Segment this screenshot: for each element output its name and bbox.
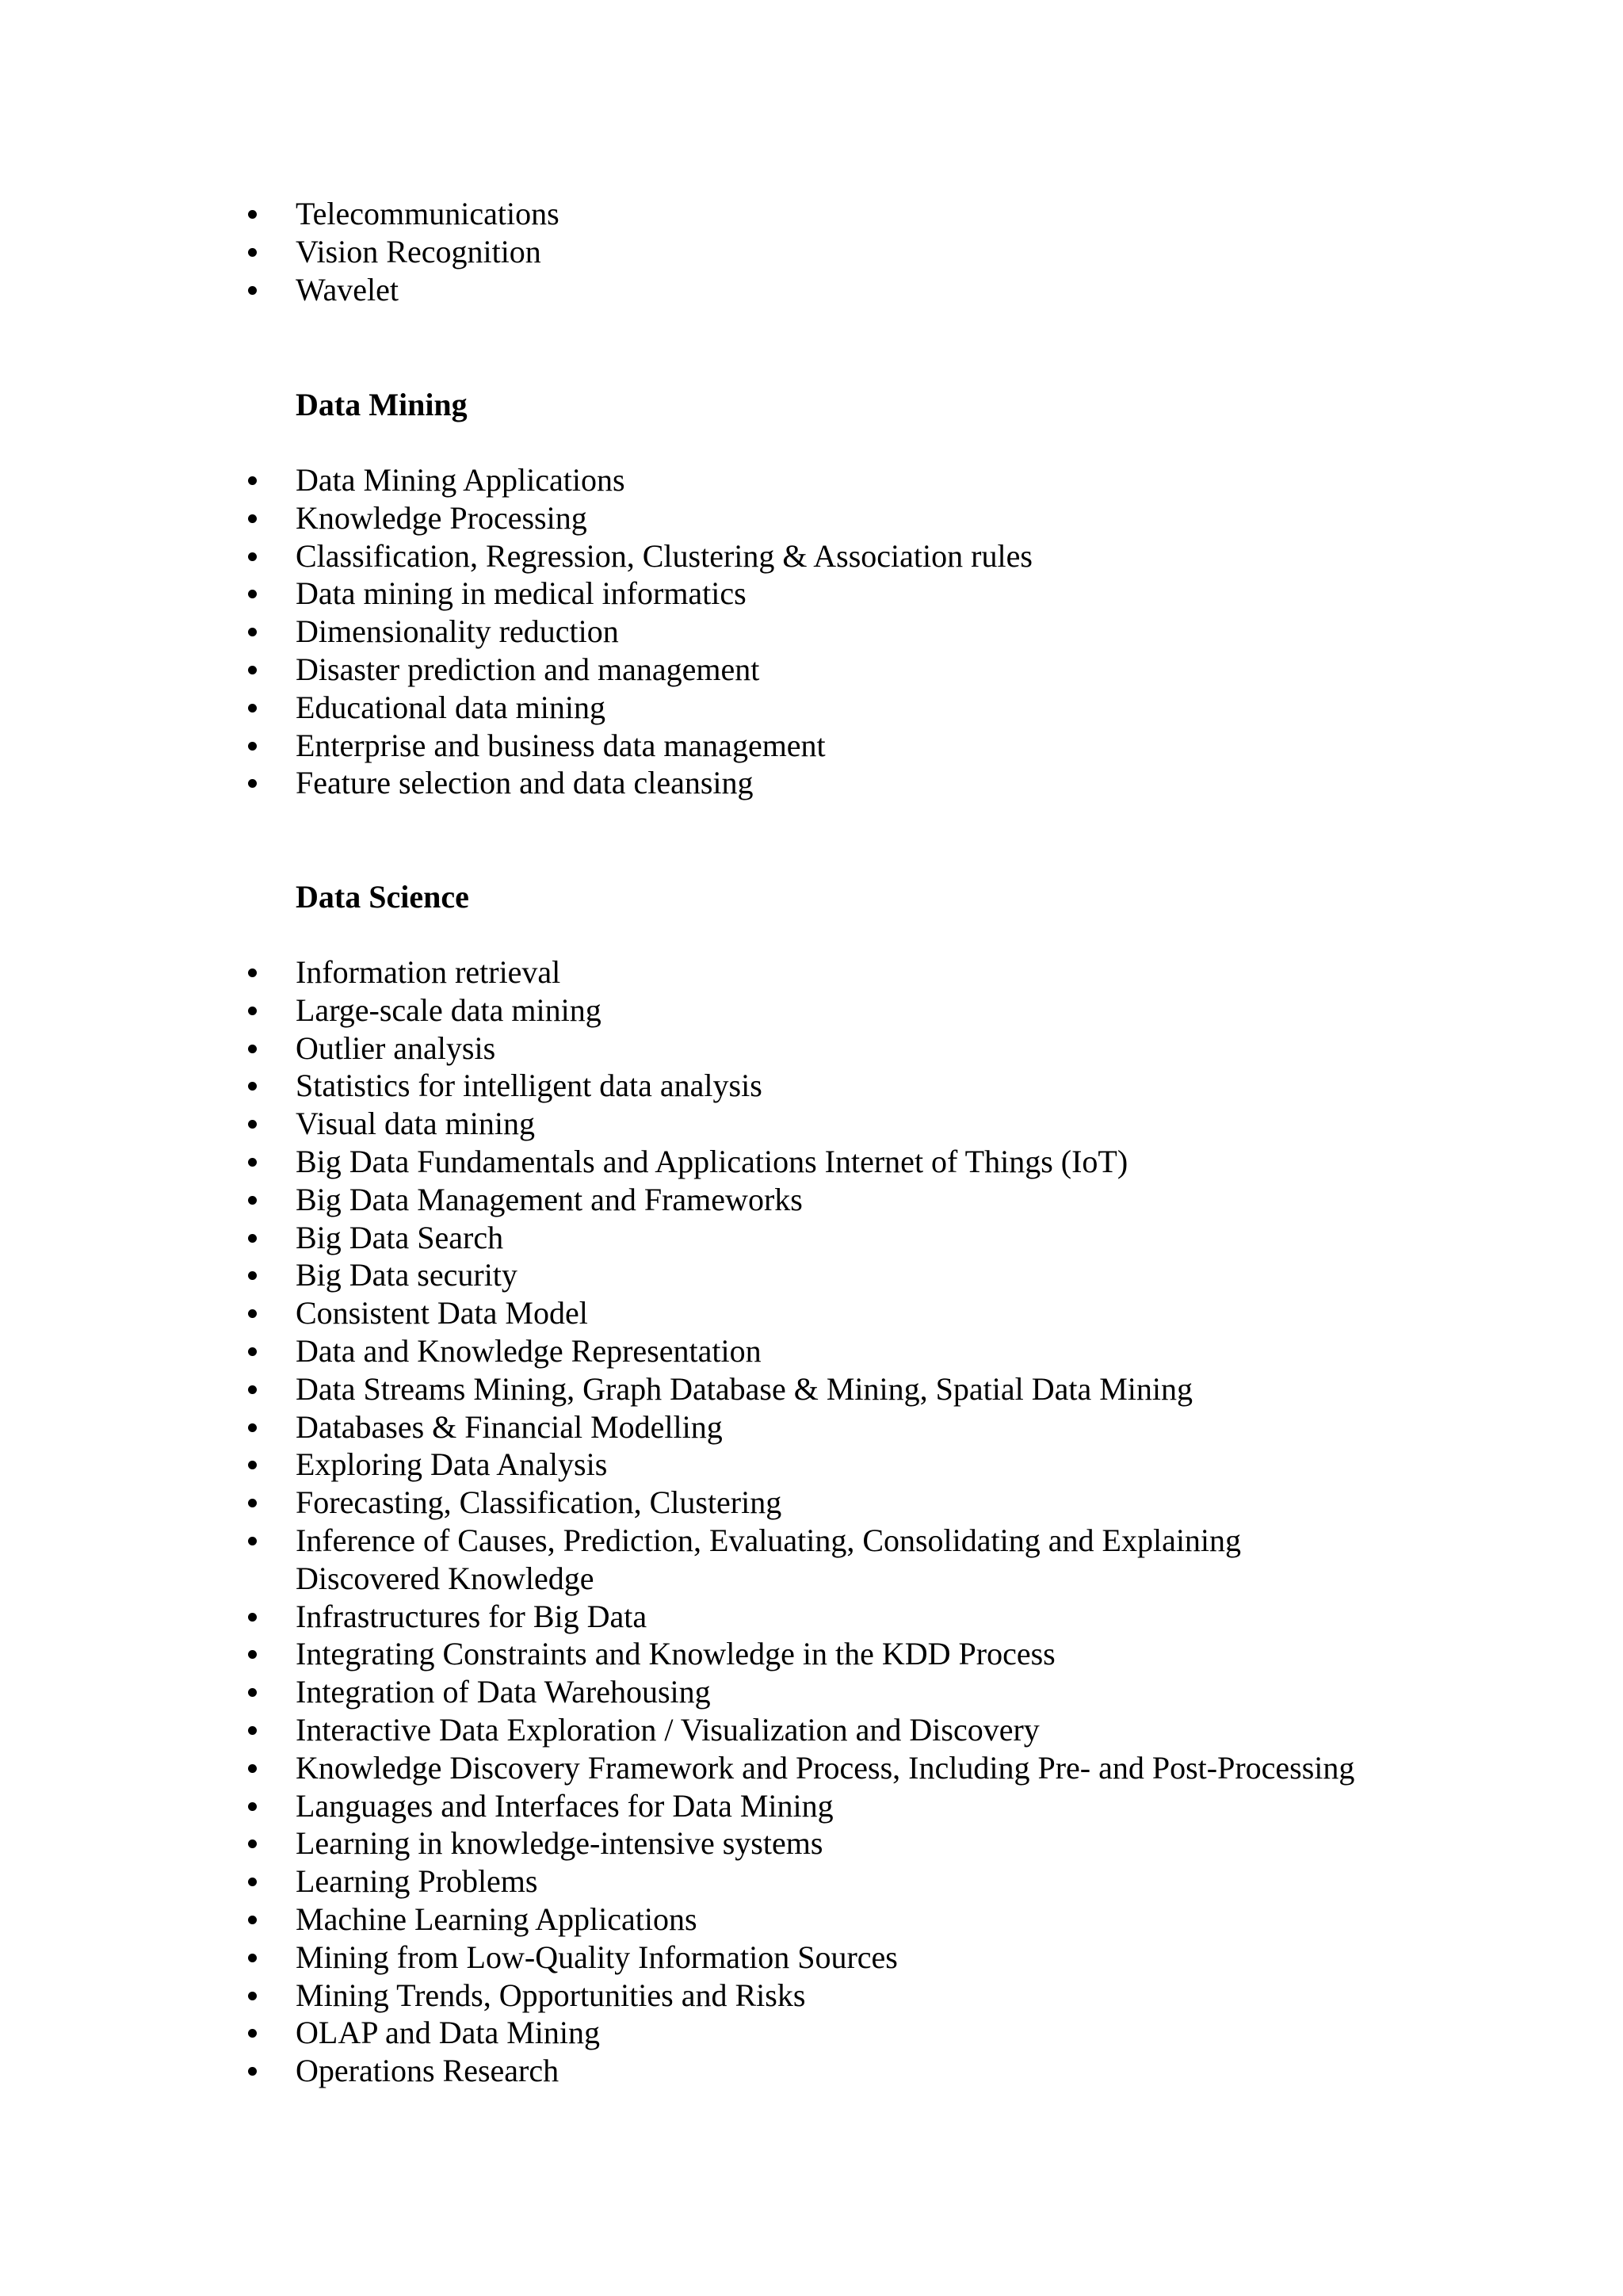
bullet-icon xyxy=(248,1196,257,1205)
list-item xyxy=(0,1939,1354,1977)
list-item-text: Enterprise and business data management xyxy=(296,727,826,763)
bullet-icon xyxy=(248,1726,257,1735)
list-item-text: Data Mining Applications xyxy=(296,462,625,498)
list-item xyxy=(0,1711,1354,1749)
list-item xyxy=(0,195,559,233)
bullet-icon xyxy=(248,1688,257,1697)
list-item xyxy=(0,271,559,309)
list-item xyxy=(0,1219,1354,1257)
bullet-icon xyxy=(248,1120,257,1129)
list-item xyxy=(0,1901,1354,1939)
bullet-icon xyxy=(248,514,257,523)
list-item xyxy=(0,2052,1354,2090)
list-item xyxy=(0,1977,1354,2015)
bullet-icon xyxy=(248,1461,257,1469)
bullet-icon xyxy=(248,1423,257,1432)
bullet-icon xyxy=(248,628,257,636)
list-item-text: Disaster prediction and management xyxy=(296,651,760,687)
list-item-text: Integrating Constraints and Knowledge in the KDD Process xyxy=(296,1636,1056,1672)
bullet-icon xyxy=(248,1764,257,1773)
bullet-icon xyxy=(248,248,257,257)
list-item xyxy=(0,1105,1354,1143)
list-item xyxy=(0,1030,1354,1068)
list-item-text: Dimensionality reduction xyxy=(296,613,619,650)
list-item xyxy=(0,1143,1354,1181)
list-item-text: Big Data Fundamentals and Applications Internet of Things (IoT) xyxy=(296,1143,1128,1179)
list-item-text: Operations Research xyxy=(296,2053,559,2089)
section-heading-data-science: Data Science xyxy=(296,879,469,915)
list-item-text: Large-scale data mining xyxy=(296,991,601,1028)
list-item xyxy=(0,1408,1354,1446)
bullet-icon xyxy=(248,742,257,751)
list-item-text: Information retrieval xyxy=(296,954,561,990)
bullet-icon xyxy=(248,1309,257,1318)
data-mining-topic-list xyxy=(0,461,1033,802)
bullet-icon xyxy=(248,1537,257,1545)
section-heading-data-mining: Data Mining xyxy=(296,387,468,422)
list-item-text: Languages and Interfaces for Data Mining xyxy=(296,1787,834,1824)
bullet-icon xyxy=(248,2029,257,2038)
list-item-text: Classification, Regression, Clustering & Association rules xyxy=(296,537,1033,574)
bullet-icon xyxy=(248,779,257,788)
bullet-icon xyxy=(248,1082,257,1091)
bullet-icon xyxy=(248,1045,257,1053)
list-item xyxy=(0,499,1033,537)
list-item xyxy=(0,1749,1354,1787)
bullet-icon xyxy=(248,476,257,485)
bullet-icon xyxy=(248,590,257,598)
list-item-text: Visual data mining xyxy=(296,1106,535,1142)
bullet-icon xyxy=(248,552,257,561)
list-item-text: Big Data Search xyxy=(296,1219,504,1255)
list-item xyxy=(0,1824,1354,1862)
bullet-icon xyxy=(248,2067,257,2076)
bullet-icon xyxy=(248,1992,257,2000)
list-item-text: Feature selection and data cleansing xyxy=(296,765,754,801)
bullet-icon xyxy=(248,1499,257,1507)
list-item xyxy=(0,991,1354,1030)
bullet-icon xyxy=(248,704,257,712)
bullet-icon xyxy=(248,968,257,977)
list-item xyxy=(0,1294,1354,1332)
list-item xyxy=(0,689,1033,727)
list-item xyxy=(0,1787,1354,1825)
list-item-text: Databases & Financial Modelling xyxy=(296,1408,723,1445)
list-item-text: Exploring Data Analysis xyxy=(296,1446,608,1483)
bullet-icon xyxy=(248,1802,257,1811)
list-item xyxy=(0,1522,1326,1598)
list-item xyxy=(0,575,1033,613)
bullet-icon xyxy=(248,210,257,219)
bullet-icon xyxy=(248,1916,257,1924)
list-item xyxy=(0,764,1033,802)
bullet-icon xyxy=(248,1271,257,1280)
list-item-text: Learning in knowledge-intensive systems xyxy=(296,1825,823,1862)
list-item xyxy=(0,651,1033,689)
bullet-icon xyxy=(248,1613,257,1622)
list-item-text: Interactive Data Exploration / Visualization and Discovery xyxy=(296,1711,1040,1748)
list-item xyxy=(0,613,1033,651)
list-item xyxy=(0,2014,1354,2052)
list-item-text: Learning Problems xyxy=(296,1863,538,1900)
list-item xyxy=(0,461,1033,499)
bullet-icon xyxy=(248,666,257,674)
list-item-text: Big Data security xyxy=(296,1257,517,1293)
list-item-text: Forecasting, Classification, Clustering xyxy=(296,1484,782,1521)
list-item-text: Big Data Management and Frameworks xyxy=(296,1181,803,1217)
list-item xyxy=(0,1862,1354,1901)
list-item-text: Educational data mining xyxy=(296,689,605,725)
list-item-text: Knowledge Processing xyxy=(296,499,587,536)
list-item xyxy=(0,1446,1354,1484)
bullet-icon xyxy=(248,1954,257,1962)
list-item xyxy=(0,1332,1354,1370)
list-item-text: Telecommunications xyxy=(296,196,559,231)
data-science-topic-list xyxy=(0,953,1354,2090)
bullet-icon xyxy=(248,286,257,295)
list-item-text: OLAP and Data Mining xyxy=(296,2015,601,2051)
list-item xyxy=(0,1635,1354,1673)
intro-topic-list xyxy=(0,195,559,308)
list-item-text: Inference of Causes, Prediction, Evaluating, Consolidating and Explaining Discovered Knowledge xyxy=(296,1522,1242,1596)
list-item-text: Integration of Data Warehousing xyxy=(296,1674,711,1710)
list-item xyxy=(0,1598,1354,1636)
bullet-icon xyxy=(248,1839,257,1848)
bullet-icon xyxy=(248,1650,257,1659)
list-item-text: Consistent Data Model xyxy=(296,1295,588,1331)
list-item xyxy=(0,1370,1354,1408)
list-item-text: Outlier analysis xyxy=(296,1030,496,1066)
list-item xyxy=(0,953,1354,991)
list-item-text: Wavelet xyxy=(296,271,399,308)
list-item xyxy=(0,727,1033,765)
bullet-icon xyxy=(248,1158,257,1167)
bullet-icon xyxy=(248,1347,257,1356)
list-item xyxy=(0,1181,1354,1219)
bullet-icon xyxy=(248,1007,257,1015)
bullet-icon xyxy=(248,1385,257,1394)
list-item-text: Data Streams Mining, Graph Database & Mining, Spatial Data Mining xyxy=(296,1370,1193,1407)
list-item xyxy=(0,233,559,271)
list-item xyxy=(0,537,1033,575)
list-item xyxy=(0,1673,1354,1711)
list-item-text: Infrastructures for Big Data xyxy=(296,1598,647,1634)
list-item xyxy=(0,1067,1354,1105)
list-item-text: Data mining in medical informatics xyxy=(296,575,747,612)
list-item-text: Mining Trends, Opportunities and Risks xyxy=(296,1977,806,2013)
list-item-text: Statistics for intelligent data analysis xyxy=(296,1068,762,1104)
list-item-text: Data and Knowledge Representation xyxy=(296,1332,762,1369)
list-item-text: Vision Recognition xyxy=(296,233,541,269)
list-item xyxy=(0,1256,1354,1294)
list-item-text: Machine Learning Applications xyxy=(296,1901,697,1937)
bullet-icon xyxy=(248,1234,257,1243)
list-item-text: Mining from Low-Quality Information Sources xyxy=(296,1939,898,1975)
bullet-icon xyxy=(248,1878,257,1886)
list-item-text: Knowledge Discovery Framework and Process, Including Pre- and Post-Processing xyxy=(296,1749,1355,1786)
list-item xyxy=(0,1484,1354,1522)
